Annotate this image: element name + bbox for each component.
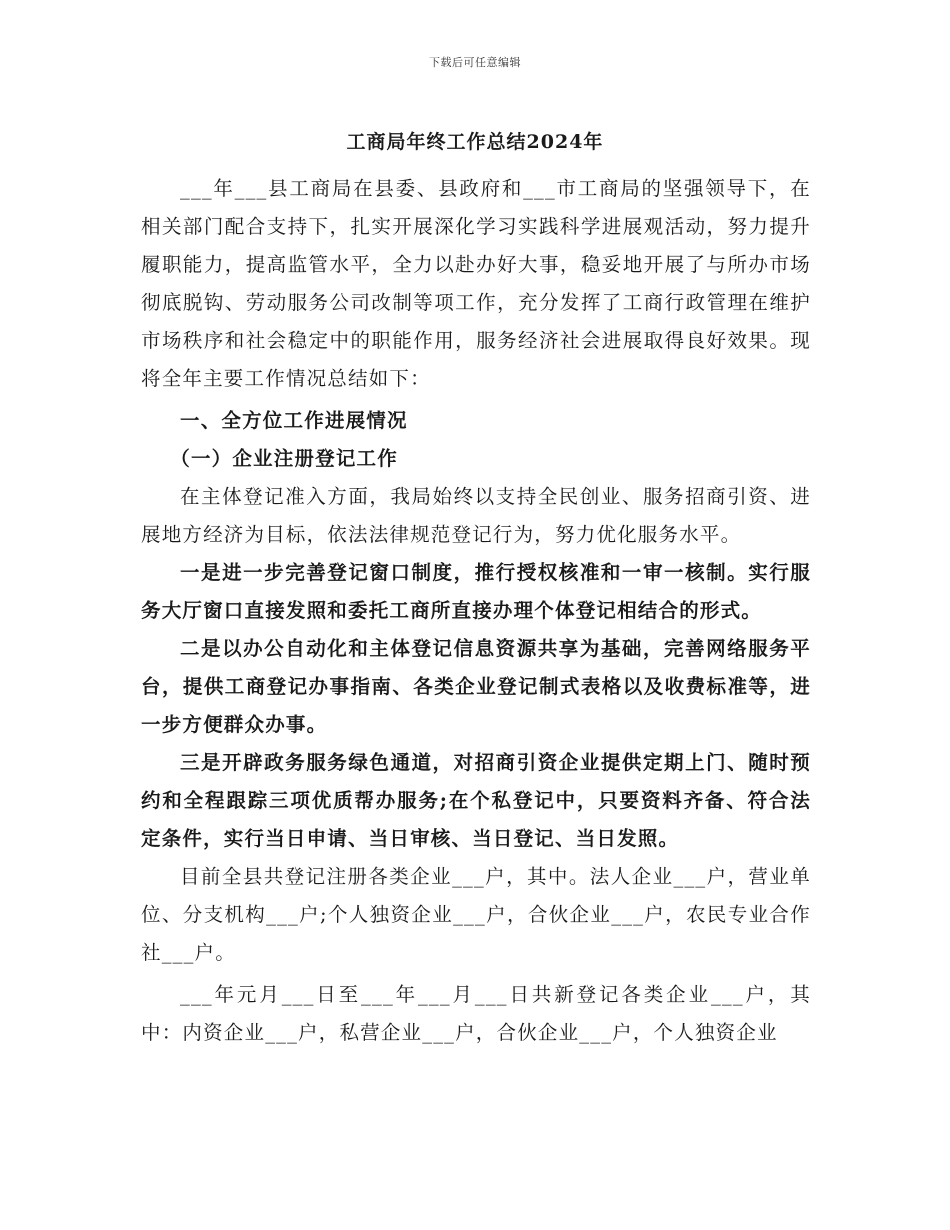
document-title: 工商局年终工作总结2024年 <box>346 131 604 153</box>
new-registration-paragraph: ___年元月___日至___年___月___日共新登记各类企业___户，其中：内资企业___户，私营企业___户，合伙企业___户，个人独资企业 <box>141 983 811 1044</box>
point-three-paragraph: 三是开辟政务服务绿色通道，对招商引资企业提供定期上门、随时预约和全程跟踪三项优质帮办服务;在个私登记中，只要资料齐备、符合法定条件，实行当日申请、当日审核、当日登记、当日发照。 <box>141 751 811 850</box>
section-heading: 一、全方位工作进展情况 <box>180 409 408 432</box>
point-two-paragraph: 二是以办公自动化和主体登记信息资源共享为基础，完善网络服务平台，提供工商登记办事指南、各类企业登记制式表格以及收费标准等，进一步方便群众办事。 <box>141 637 811 736</box>
intro-paragraph: ___年___县工商局在县委、县政府和___市工商局的坚强领导下，在相关部门配合支持下，扎实开展深化学习实践科学进展观活动，努力提升履职能力，提高监管水平，全力以赴办好大事，稳妥地开展了与所办市场彻底脱钩、劳动服务公司改制等项工作，充分发挥了工商行政管理在维护市场秩序和社会稳定中的职能作用，服务经济社会进展取得良好效果。现将全年主要工作情况总结如下： <box>141 177 811 390</box>
point-one-paragraph: 一是进一步完善登记窗口制度，推行授权核准和一审一核制。实行服务大厅窗口直接发照和委托工商所直接办理个体登记相结合的形式。 <box>141 561 811 622</box>
header-note: 下载后可任意编辑 <box>429 56 521 69</box>
subsection-heading: （一）企业注册登记工作 <box>170 447 398 470</box>
document-body <box>141 170 811 1052</box>
statistics-paragraph: 目前全县共登记注册各类企业___户，其中。法人企业___户，营业单位、分支机构___户;个人独资企业___户，合伙企业___户，农民专业合作社___户。 <box>141 865 811 964</box>
registration-paragraph: 在主体登记准入方面，我局始终以支持全民创业、服务招商引资、进展地方经济为目标，依法法律规范登记行为，努力优化服务水平。 <box>141 485 811 546</box>
